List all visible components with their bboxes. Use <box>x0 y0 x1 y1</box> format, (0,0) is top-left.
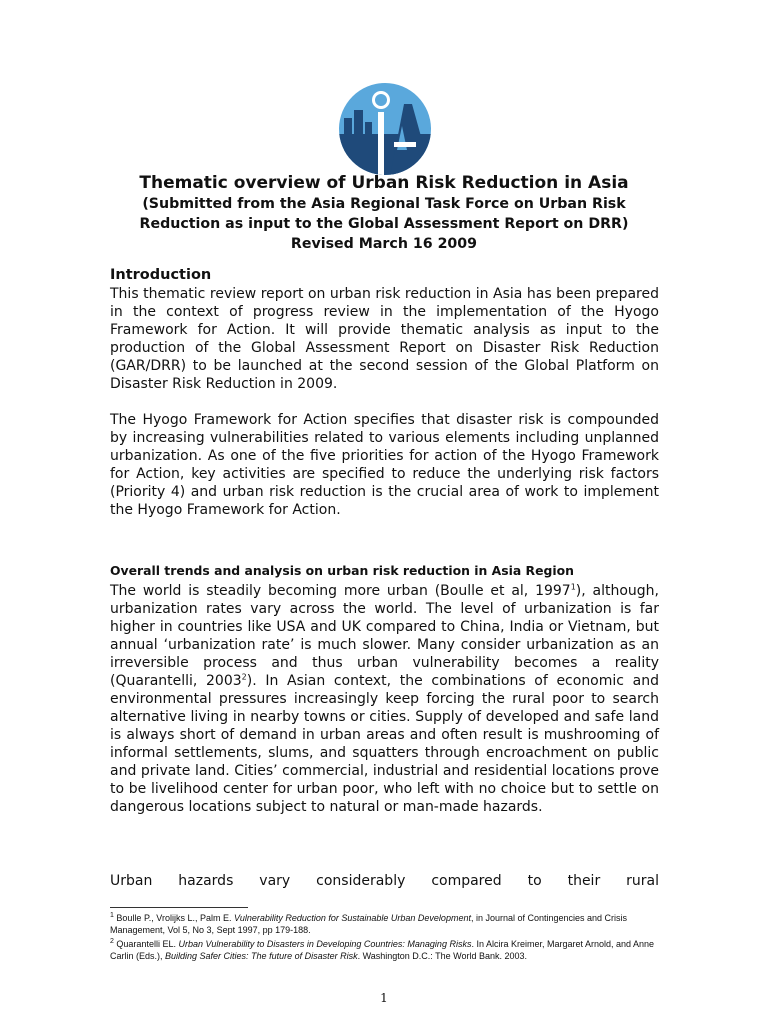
footnote-text: Boulle P., Vrolijks L., Palm E. <box>116 913 234 923</box>
introduction-paragraph-1: This thematic review report on urban risk reduction in Asia has been prepared in the context of progress review in the implementation of the Hyogo Framework for Action. It will provide thematic analysis as input to the production of the Global Assessment Report on Disaster Risk Reduction (GAR/DRR) to be launched at the second session of the Global Platform on Disaster Risk Reduction in 2009. <box>110 286 659 392</box>
footnote-ref-2[interactable]: 2 <box>241 672 247 682</box>
footnote-text: , in Journal of Contingencies and Crisis Management, Vol 5, No 3, Sept 1997, pp 179-188. <box>110 913 628 935</box>
footnote-text: . In Alcira Kreimer, Margaret Arnold, and Anne Carlin (Eds.), <box>110 939 655 961</box>
trends-text-b: ), although, urbanization rates vary across the world. The level of urbanization is far higher in countries like USA and UK compared to China, India or Vietnam, but annual ‘urbanization rate’ is much slower. Many consider urbanization as an irreversible process and thus urban vulnerability becomes a reality (Quarantelli, 2003 <box>110 583 660 689</box>
subtitle-line-2: Reduction as input to the Global Assessment Report on DRR) <box>139 216 629 232</box>
continuation-paragraph <box>110 872 659 890</box>
footnote-title: Building Safer Cities: The future of Disaster Risk <box>165 951 358 961</box>
footnote-text: . Washington D.C.: The World Bank. 2003. <box>357 951 528 961</box>
trends-heading: Overall trends and analysis on urban risk reduction in Asia Region <box>110 563 574 578</box>
footnote-title: Urban Vulnerability to Disasters in Developing Countries: Managing Risks <box>178 939 472 949</box>
footnote-number: 2 <box>110 938 114 945</box>
introduction-section <box>110 265 659 519</box>
footnote-2 <box>110 938 659 962</box>
footnote-title: Vulnerability Reduction for Sustainable Urban Development <box>233 913 471 923</box>
footnote-text: Quarantelli EL. <box>116 939 179 949</box>
introduction-heading: Introduction <box>110 267 212 283</box>
footnotes <box>110 912 659 964</box>
footnote-number: 1 <box>110 912 114 919</box>
subtitle-line-1: (Submitted from the Asia Regional Task Force on Urban Risk <box>142 196 626 212</box>
document-title: Thematic overview of Urban Risk Reduction in Asia <box>139 173 629 193</box>
continuation-text: Urban hazards vary considerably compared to their rural <box>110 873 659 889</box>
trends-text-c: ). In Asian context, the combinations of economic and environmental pressures increasingly keep forcing the rural poor to search alternative living in nearby towns or cities. Supply of developed and safe land is always short of demand in urban areas and often result is mushrooming of informal settlements, slums, and squatters through encroachment on public and private land. Cities’ commercial, industrial and residential locations prove to be livelihood center for urban poor, who left with no choice but to settle on dangerous locations subject to natural or man-made hazards. <box>110 673 659 815</box>
footnote-separator <box>110 907 248 908</box>
trends-paragraph <box>110 582 659 816</box>
revised-date: Revised March 16 2009 <box>290 236 478 252</box>
trends-text-a: The world is steadily becoming more urban (Boulle et al, 1997 <box>110 583 571 599</box>
introduction-paragraph-2: The Hyogo Framework for Action specifies that disaster risk is compounded by increasing vulnerabilities related to various elements including unplanned urbanization. As one of the five priorities for action of the Hyogo Framework for Action, key activities are specified to reduce the underlying risk factors (Priority 4) and urban risk reduction is the crucial area of work to implement the Hyogo Framework for Action. <box>110 412 659 518</box>
organization-logo <box>338 82 432 176</box>
trends-section <box>110 562 659 816</box>
title-block <box>100 172 668 254</box>
footnote-1 <box>110 912 659 936</box>
footnote-ref-1[interactable]: 1 <box>570 582 576 592</box>
page-number: 1 <box>380 991 388 1005</box>
